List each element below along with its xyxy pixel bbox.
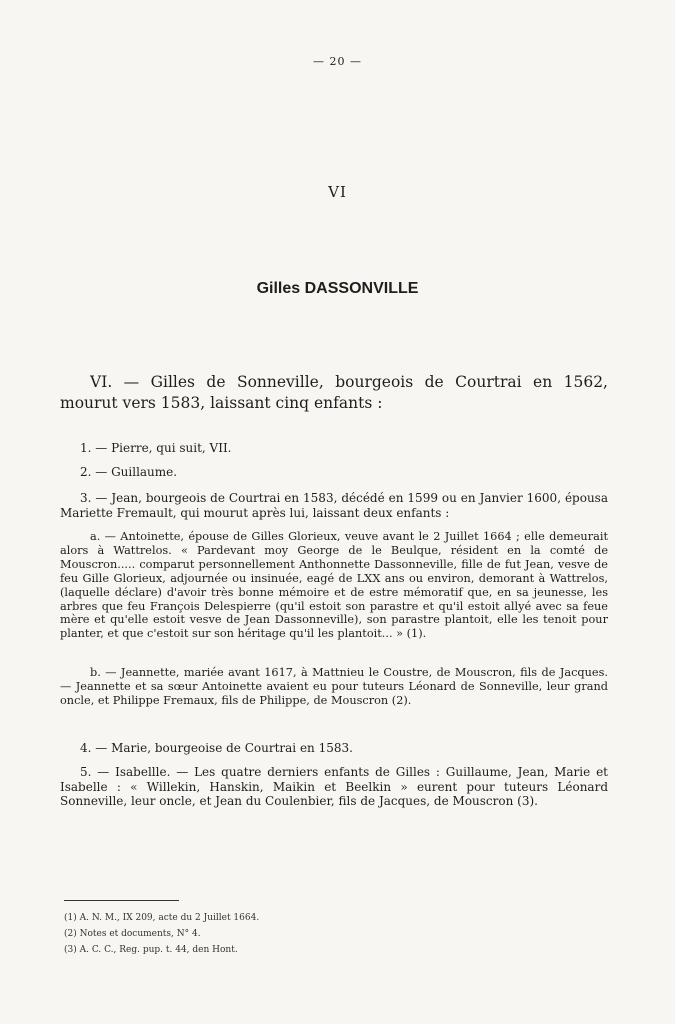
list-item-1: 1. — Pierre, qui suit, VII. bbox=[80, 441, 232, 455]
intro-paragraph bbox=[60, 372, 608, 414]
list-item-5: 5. — Isabellle. — Les quatre derniers enfants de Gilles : Guillaume, Jean, Marie et Isabelle : « Willekin, Hanskin, Maikin et Beelkin » eurent pour tuteurs Léonard Sonneville, leur oncle, et Jean du Coulenbier, fils de Jacques, de Mouscron (3). bbox=[60, 765, 608, 809]
list-item-4: 4. — Marie, bourgeoise de Courtrai en 1583. bbox=[80, 741, 353, 755]
intro-text: VI. — Gilles de Sonneville, bourgeois de Courtrai en 1562, mourut vers 1583, laissant cinq enfants : bbox=[60, 373, 608, 412]
page-number: — 20 — bbox=[313, 55, 362, 68]
page-title: Gilles DASSONVILLE bbox=[256, 280, 419, 297]
list-item-2: 2. — Guillaume. bbox=[80, 465, 178, 479]
sub-item-b: b. — Jeannette, mariée avant 1617, à Mattnieu le Coustre, de Mouscron, fils de Jacques. — Jeannette et sa sœur Antoinette avaient eu pour tuteurs Léonard de Sonneville, leur grand oncle, et Philippe Fremaux, fils de Philippe, de Mouscron (2). bbox=[60, 666, 608, 707]
footnote-2: (2) Notes et documents, N° 4. bbox=[64, 929, 201, 939]
footnote-divider bbox=[64, 900, 179, 901]
chapter-number: VI bbox=[328, 183, 347, 201]
footnotes bbox=[64, 910, 484, 958]
footnote-3: (3) A. C. C., Reg. pup. t. 44, den Hont. bbox=[64, 945, 238, 955]
sub-item-a: a. — Antoinette, épouse de Gilles Glorieux, veuve avant le 2 Juillet 1664 ; elle demeurait alors à Wattrelos. « Pardevant moy George de le Beulque, résident en la comté de Mouscron..... comparut personnellement Anthonnette Dassonneville, fille de fut Jean, vesve de feu Gille Glorieux, adjournée ou insinuée, eagé de LXX ans ou environ, demorant à Wattrelos, (laquelle déclare) d'avoir très bonne mémoire et de estre mémoratif que, en sa jeunesse, les arbres que feu François Delespierre (qu'il estoit son parastre et qu'il estoit allyé avec sa feue mère et qu'elle estoit vesve de Jean Dassonneville), son parastre plantoit, elle les tenoit pour planter, et que c'estoit sur son héritage qu'il les plantoit... » (1). bbox=[60, 530, 608, 641]
footnote-1: (1) A. N. M., IX 209, acte du 2 Juillet 1664. bbox=[64, 913, 260, 923]
list-item-3: 3. — Jean, bourgeois de Courtrai en 1583, décédé en 1599 ou en Janvier 1600, épousa Mariette Fremault, qui mourut après lui, laissant deux enfants : bbox=[60, 491, 608, 520]
